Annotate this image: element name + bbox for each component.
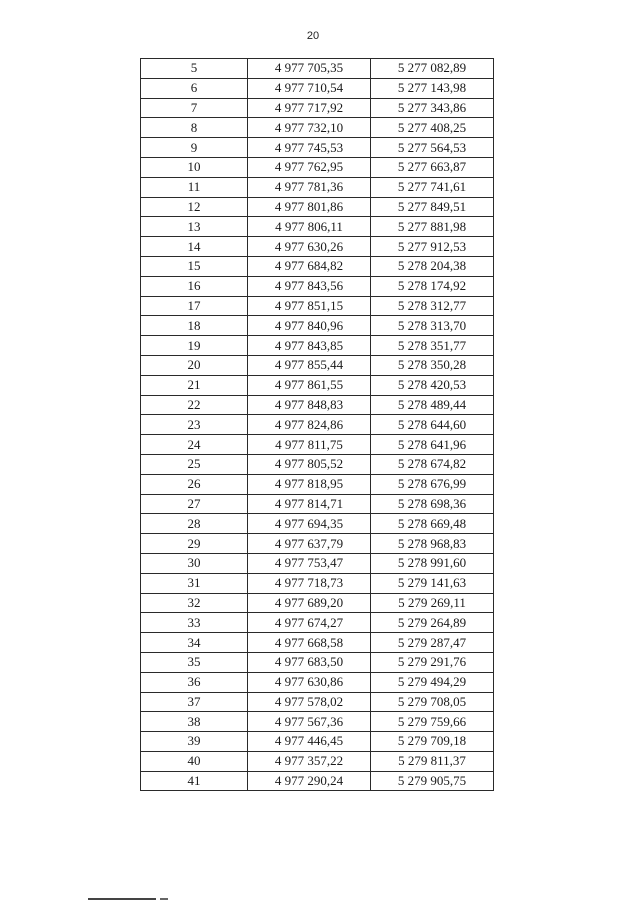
table-row bbox=[141, 355, 494, 375]
x-coordinate-cell: 4 977 811,75 bbox=[248, 435, 371, 455]
x-coordinate-cell: 4 977 710,54 bbox=[248, 78, 371, 98]
y-coordinate-cell: 5 278 351,77 bbox=[371, 336, 494, 356]
table-row bbox=[141, 593, 494, 613]
point-number-cell: 38 bbox=[141, 712, 248, 732]
footer-rule-fragment bbox=[160, 898, 168, 900]
y-coordinate-cell: 5 278 991,60 bbox=[371, 553, 494, 573]
y-coordinate-cell: 5 277 082,89 bbox=[371, 59, 494, 79]
y-coordinate-cell: 5 278 641,96 bbox=[371, 435, 494, 455]
x-coordinate-cell: 4 977 824,86 bbox=[248, 415, 371, 435]
table-row bbox=[141, 474, 494, 494]
table-row bbox=[141, 633, 494, 653]
point-number-cell: 8 bbox=[141, 118, 248, 138]
point-number-cell: 28 bbox=[141, 514, 248, 534]
point-number-cell: 24 bbox=[141, 435, 248, 455]
table-row bbox=[141, 435, 494, 455]
y-coordinate-cell: 5 277 343,86 bbox=[371, 98, 494, 118]
x-coordinate-cell: 4 977 578,02 bbox=[248, 692, 371, 712]
point-number-cell: 39 bbox=[141, 732, 248, 752]
point-number-cell: 22 bbox=[141, 395, 248, 415]
x-coordinate-cell: 4 977 683,50 bbox=[248, 652, 371, 672]
point-number-cell: 37 bbox=[141, 692, 248, 712]
x-coordinate-cell: 4 977 753,47 bbox=[248, 553, 371, 573]
x-coordinate-cell: 4 977 818,95 bbox=[248, 474, 371, 494]
table-row bbox=[141, 316, 494, 336]
y-coordinate-cell: 5 278 174,92 bbox=[371, 276, 494, 296]
point-number-cell: 26 bbox=[141, 474, 248, 494]
x-coordinate-cell: 4 977 843,85 bbox=[248, 336, 371, 356]
table-row bbox=[141, 197, 494, 217]
x-coordinate-cell: 4 977 630,86 bbox=[248, 672, 371, 692]
coordinates-table-body bbox=[141, 59, 494, 791]
x-coordinate-cell: 4 977 801,86 bbox=[248, 197, 371, 217]
table-row bbox=[141, 177, 494, 197]
table-row bbox=[141, 78, 494, 98]
x-coordinate-cell: 4 977 848,83 bbox=[248, 395, 371, 415]
table-row bbox=[141, 118, 494, 138]
table-row bbox=[141, 157, 494, 177]
point-number-cell: 29 bbox=[141, 534, 248, 554]
point-number-cell: 23 bbox=[141, 415, 248, 435]
point-number-cell: 11 bbox=[141, 177, 248, 197]
point-number-cell: 17 bbox=[141, 296, 248, 316]
x-coordinate-cell: 4 977 814,71 bbox=[248, 494, 371, 514]
x-coordinate-cell: 4 977 840,96 bbox=[248, 316, 371, 336]
y-coordinate-cell: 5 279 709,18 bbox=[371, 732, 494, 752]
y-coordinate-cell: 5 278 204,38 bbox=[371, 256, 494, 276]
y-coordinate-cell: 5 278 313,70 bbox=[371, 316, 494, 336]
y-coordinate-cell: 5 277 741,61 bbox=[371, 177, 494, 197]
x-coordinate-cell: 4 977 843,56 bbox=[248, 276, 371, 296]
point-number-cell: 18 bbox=[141, 316, 248, 336]
table-row bbox=[141, 573, 494, 593]
x-coordinate-cell: 4 977 689,20 bbox=[248, 593, 371, 613]
y-coordinate-cell: 5 277 564,53 bbox=[371, 138, 494, 158]
x-coordinate-cell: 4 977 684,82 bbox=[248, 256, 371, 276]
x-coordinate-cell: 4 977 805,52 bbox=[248, 454, 371, 474]
x-coordinate-cell: 4 977 705,35 bbox=[248, 59, 371, 79]
y-coordinate-cell: 5 279 494,29 bbox=[371, 672, 494, 692]
point-number-cell: 35 bbox=[141, 652, 248, 672]
point-number-cell: 19 bbox=[141, 336, 248, 356]
point-number-cell: 27 bbox=[141, 494, 248, 514]
point-number-cell: 16 bbox=[141, 276, 248, 296]
y-coordinate-cell: 5 279 291,76 bbox=[371, 652, 494, 672]
table-row bbox=[141, 613, 494, 633]
table-row bbox=[141, 237, 494, 257]
y-coordinate-cell: 5 279 287,47 bbox=[371, 633, 494, 653]
point-number-cell: 32 bbox=[141, 593, 248, 613]
point-number-cell: 31 bbox=[141, 573, 248, 593]
table-row bbox=[141, 553, 494, 573]
y-coordinate-cell: 5 279 141,63 bbox=[371, 573, 494, 593]
table-row bbox=[141, 296, 494, 316]
point-number-cell: 5 bbox=[141, 59, 248, 79]
table-row bbox=[141, 751, 494, 771]
y-coordinate-cell: 5 277 663,87 bbox=[371, 157, 494, 177]
table-row bbox=[141, 771, 494, 791]
point-number-cell: 34 bbox=[141, 633, 248, 653]
x-coordinate-cell: 4 977 732,10 bbox=[248, 118, 371, 138]
point-number-cell: 30 bbox=[141, 553, 248, 573]
y-coordinate-cell: 5 279 811,37 bbox=[371, 751, 494, 771]
y-coordinate-cell: 5 277 143,98 bbox=[371, 78, 494, 98]
x-coordinate-cell: 4 977 446,45 bbox=[248, 732, 371, 752]
y-coordinate-cell: 5 278 674,82 bbox=[371, 454, 494, 474]
table-row bbox=[141, 534, 494, 554]
x-coordinate-cell: 4 977 851,15 bbox=[248, 296, 371, 316]
point-number-cell: 33 bbox=[141, 613, 248, 633]
table-row bbox=[141, 415, 494, 435]
point-number-cell: 14 bbox=[141, 237, 248, 257]
y-coordinate-cell: 5 278 644,60 bbox=[371, 415, 494, 435]
page-number: 20 bbox=[306, 30, 320, 42]
y-coordinate-cell: 5 278 312,77 bbox=[371, 296, 494, 316]
table-row bbox=[141, 138, 494, 158]
point-number-cell: 13 bbox=[141, 217, 248, 237]
point-number-cell: 9 bbox=[141, 138, 248, 158]
x-coordinate-cell: 4 977 781,36 bbox=[248, 177, 371, 197]
point-number-cell: 36 bbox=[141, 672, 248, 692]
table-row bbox=[141, 276, 494, 296]
x-coordinate-cell: 4 977 637,79 bbox=[248, 534, 371, 554]
table-row bbox=[141, 256, 494, 276]
table-row bbox=[141, 98, 494, 118]
y-coordinate-cell: 5 279 905,75 bbox=[371, 771, 494, 791]
table-row bbox=[141, 652, 494, 672]
x-coordinate-cell: 4 977 567,36 bbox=[248, 712, 371, 732]
y-coordinate-cell: 5 278 350,28 bbox=[371, 355, 494, 375]
y-coordinate-cell: 5 278 698,36 bbox=[371, 494, 494, 514]
x-coordinate-cell: 4 977 668,58 bbox=[248, 633, 371, 653]
table-row bbox=[141, 514, 494, 534]
x-coordinate-cell: 4 977 630,26 bbox=[248, 237, 371, 257]
x-coordinate-cell: 4 977 855,44 bbox=[248, 355, 371, 375]
y-coordinate-cell: 5 278 968,83 bbox=[371, 534, 494, 554]
y-coordinate-cell: 5 277 912,53 bbox=[371, 237, 494, 257]
table-row bbox=[141, 732, 494, 752]
y-coordinate-cell: 5 279 708,05 bbox=[371, 692, 494, 712]
footer-rule bbox=[88, 898, 156, 900]
y-coordinate-cell: 5 277 849,51 bbox=[371, 197, 494, 217]
point-number-cell: 20 bbox=[141, 355, 248, 375]
point-number-cell: 10 bbox=[141, 157, 248, 177]
table-row bbox=[141, 395, 494, 415]
x-coordinate-cell: 4 977 718,73 bbox=[248, 573, 371, 593]
point-number-cell: 41 bbox=[141, 771, 248, 791]
table-row bbox=[141, 692, 494, 712]
x-coordinate-cell: 4 977 861,55 bbox=[248, 375, 371, 395]
point-number-cell: 6 bbox=[141, 78, 248, 98]
y-coordinate-cell: 5 278 676,99 bbox=[371, 474, 494, 494]
table-row bbox=[141, 336, 494, 356]
y-coordinate-cell: 5 277 408,25 bbox=[371, 118, 494, 138]
table-row bbox=[141, 375, 494, 395]
table-row bbox=[141, 672, 494, 692]
x-coordinate-cell: 4 977 290,24 bbox=[248, 771, 371, 791]
point-number-cell: 25 bbox=[141, 454, 248, 474]
x-coordinate-cell: 4 977 762,95 bbox=[248, 157, 371, 177]
table-row bbox=[141, 454, 494, 474]
y-coordinate-cell: 5 279 264,89 bbox=[371, 613, 494, 633]
y-coordinate-cell: 5 277 881,98 bbox=[371, 217, 494, 237]
y-coordinate-cell: 5 279 759,66 bbox=[371, 712, 494, 732]
y-coordinate-cell: 5 278 489,44 bbox=[371, 395, 494, 415]
point-number-cell: 15 bbox=[141, 256, 248, 276]
x-coordinate-cell: 4 977 357,22 bbox=[248, 751, 371, 771]
x-coordinate-cell: 4 977 694,35 bbox=[248, 514, 371, 534]
point-number-cell: 40 bbox=[141, 751, 248, 771]
point-number-cell: 7 bbox=[141, 98, 248, 118]
coordinates-table bbox=[140, 58, 494, 791]
x-coordinate-cell: 4 977 674,27 bbox=[248, 613, 371, 633]
x-coordinate-cell: 4 977 745,53 bbox=[248, 138, 371, 158]
x-coordinate-cell: 4 977 717,92 bbox=[248, 98, 371, 118]
point-number-cell: 12 bbox=[141, 197, 248, 217]
table-row bbox=[141, 217, 494, 237]
table-row bbox=[141, 59, 494, 79]
y-coordinate-cell: 5 278 669,48 bbox=[371, 514, 494, 534]
x-coordinate-cell: 4 977 806,11 bbox=[248, 217, 371, 237]
point-number-cell: 21 bbox=[141, 375, 248, 395]
table-row bbox=[141, 712, 494, 732]
y-coordinate-cell: 5 279 269,11 bbox=[371, 593, 494, 613]
y-coordinate-cell: 5 278 420,53 bbox=[371, 375, 494, 395]
table-row bbox=[141, 494, 494, 514]
